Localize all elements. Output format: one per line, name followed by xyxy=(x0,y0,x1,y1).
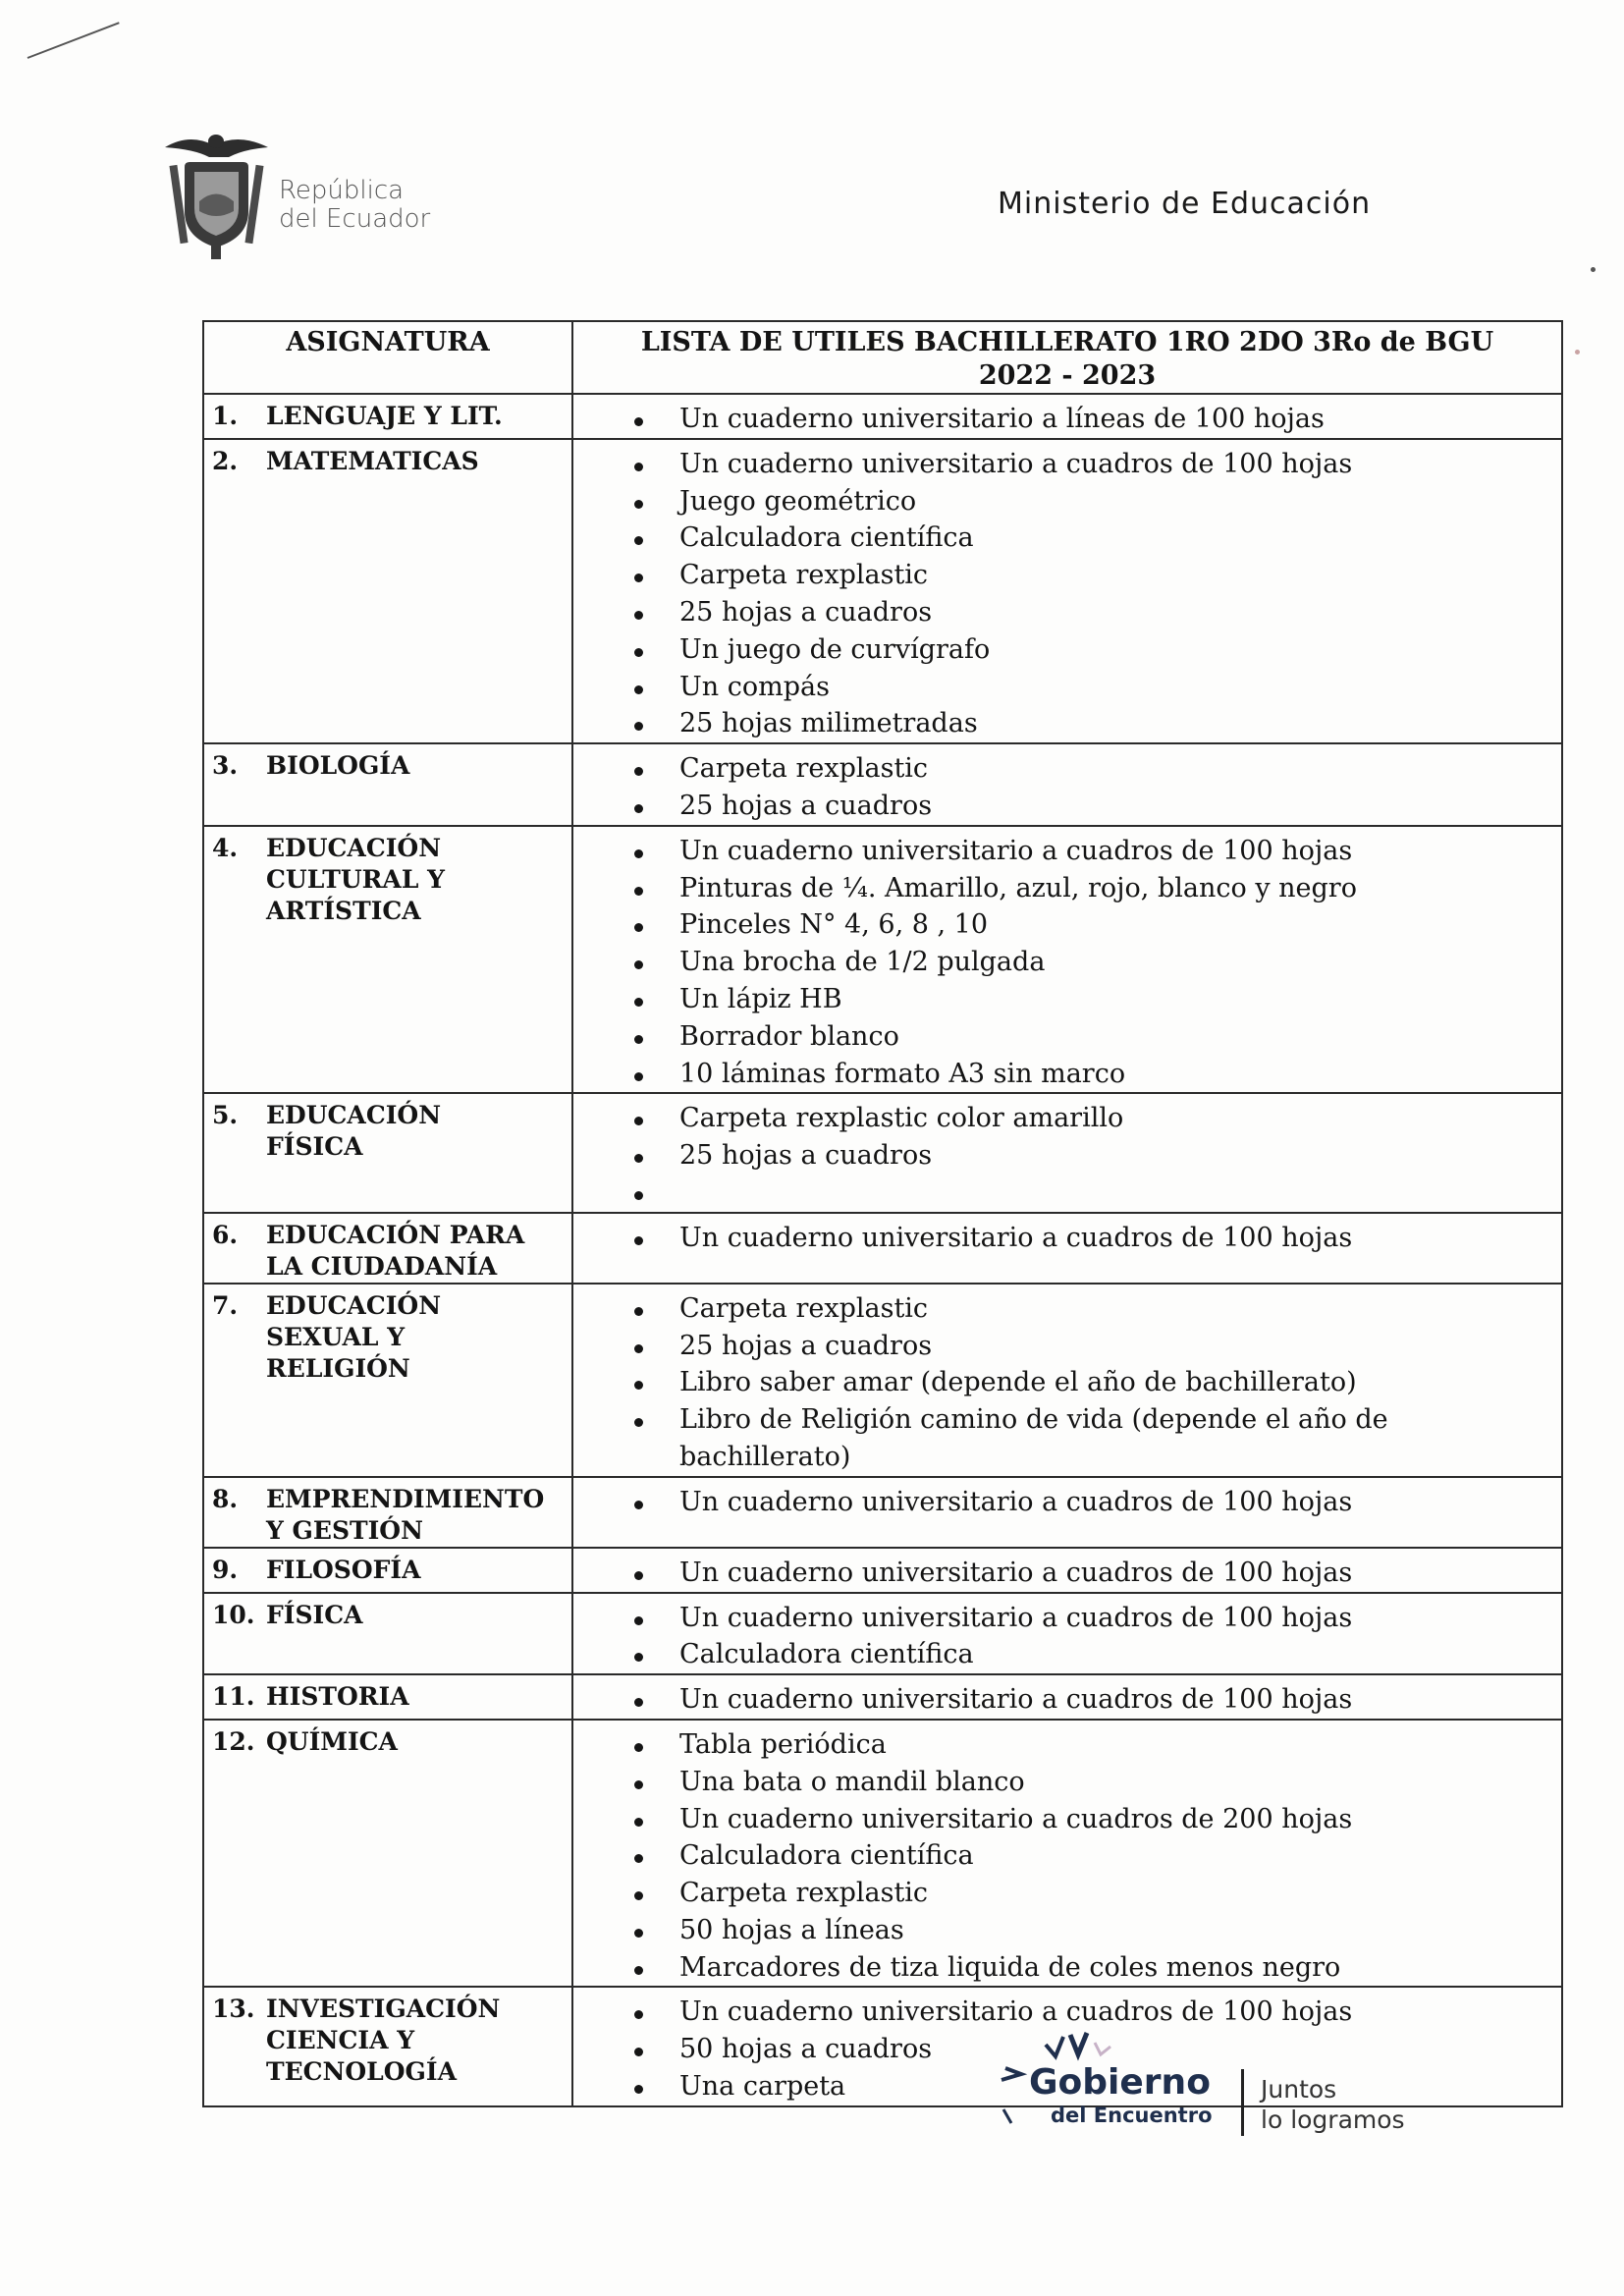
supply-item: Un cuaderno universitario a cuadros de 100 hojas xyxy=(679,1555,1561,1592)
subject-name-line: ARTÍSTICA xyxy=(266,896,421,925)
table-row xyxy=(203,394,1562,439)
items-cell xyxy=(572,826,1562,1094)
supply-list xyxy=(573,1675,1561,1719)
supply-item: Un cuaderno universitario a cuadros de 100 hojas xyxy=(679,1681,1561,1719)
supply-item: Un cuaderno universitario a cuadros de 100 hojas xyxy=(679,1484,1561,1521)
subject-name-line: CULTURAL Y xyxy=(266,864,445,894)
supply-item: Una carpeta xyxy=(679,2068,1561,2105)
list-header-line-1: LISTA DE UTILES BACHILLERATO 1RO 2DO 3Ro de BGU xyxy=(640,327,1494,357)
supply-item: Marcadores de tiza liquida de coles menos negro xyxy=(679,1949,1561,1987)
supply-item: Un cuaderno universitario a cuadros de 100 hojas xyxy=(679,833,1561,870)
supply-item: Un cuaderno universitario a cuadros de 100 hojas xyxy=(679,1994,1561,2031)
table-row xyxy=(203,743,1562,826)
subject-number: 10. xyxy=(212,1600,255,1629)
gobierno-chevrons-icon xyxy=(1016,2015,1144,2064)
supply-list xyxy=(573,827,1561,1093)
subject-name-line: FÍSICA xyxy=(266,1132,363,1162)
supply-item: Carpeta rexplastic xyxy=(679,750,1561,788)
gobierno-text: Gobierno xyxy=(1029,2062,1211,2103)
table-row xyxy=(203,1720,1562,1988)
supply-item: Libro de Religión camino de vida (depende el año de bachillerato) xyxy=(679,1401,1561,1476)
subject-number: 12. xyxy=(212,1726,255,1756)
supply-item: 25 hojas a cuadros xyxy=(679,594,1561,631)
subject-name xyxy=(266,750,561,782)
subject-name xyxy=(266,446,561,477)
supply-item: Un cuaderno universitario a cuadros de 100 hojas xyxy=(679,1220,1561,1257)
subject-name-line: EDUCACIÓN xyxy=(266,833,442,862)
items-cell xyxy=(572,1284,1562,1477)
supply-item: Carpeta rexplastic color amarillo xyxy=(679,1100,1561,1137)
supply-item: Un juego de curvígrafo xyxy=(679,631,1561,669)
subject-name-line: EMPRENDIMIENTO xyxy=(266,1484,545,1513)
coat-of-arms-logo xyxy=(160,128,455,265)
subject-number: 1. xyxy=(212,402,239,430)
country-name xyxy=(279,177,430,234)
subject-number: 8. xyxy=(212,1484,239,1513)
slogan xyxy=(1261,2074,1405,2135)
items-cell xyxy=(572,1477,1562,1548)
subject-name-line: CIENCIA Y xyxy=(266,2026,415,2055)
subject-number: 5. xyxy=(212,1101,239,1130)
table-row xyxy=(203,1093,1562,1212)
subject-name-line: QUÍMICA xyxy=(266,1726,398,1756)
subject-name-line: HISTORIA xyxy=(266,1682,409,1712)
table-row xyxy=(203,1284,1562,1477)
subject-cell xyxy=(203,826,572,1094)
supply-item: Una brocha de 1/2 pulgada xyxy=(679,944,1561,981)
subject-cell xyxy=(203,1548,572,1593)
subject-name-line: MATEMATICAS xyxy=(266,446,479,475)
table-row xyxy=(203,439,1562,743)
supply-item: Un cuaderno universitario a cuadros de 100 hojas xyxy=(679,446,1561,483)
table-row xyxy=(203,1548,1562,1593)
supply-item: Carpeta rexplastic xyxy=(679,1290,1561,1328)
country-line-1: República xyxy=(279,176,405,205)
scan-speck xyxy=(1575,350,1580,355)
scan-speck xyxy=(1591,267,1596,272)
subject-cell xyxy=(203,1674,572,1720)
footer-divider xyxy=(1241,2069,1244,2136)
supply-list xyxy=(573,1478,1561,1521)
subject-cell xyxy=(203,1987,572,2105)
subject-cell xyxy=(203,439,572,743)
scan-pen-mark xyxy=(27,22,120,59)
items-cell xyxy=(572,1548,1562,1593)
subject-name xyxy=(266,401,561,432)
subject-number: 3. xyxy=(212,751,239,781)
supplies-table xyxy=(202,320,1563,2107)
supply-item: 25 hojas milimetradas xyxy=(679,705,1561,742)
subject-name xyxy=(266,1555,561,1586)
subject-name xyxy=(266,1220,561,1283)
subject-number: 9. xyxy=(212,1555,239,1584)
supply-item: Pinturas de ¼. Amarillo, azul, rojo, blanco y negro xyxy=(679,870,1561,907)
supply-item: Calculadora científica xyxy=(679,1837,1561,1875)
supply-list xyxy=(573,440,1561,742)
subject-number: 13. xyxy=(212,1995,255,2024)
slogan-line-1: Juntos xyxy=(1261,2075,1337,2104)
items-cell xyxy=(572,1720,1562,1988)
table-row xyxy=(203,1593,1562,1675)
supply-list xyxy=(573,1721,1561,1987)
supply-item: Un compás xyxy=(679,669,1561,706)
supply-list xyxy=(573,1549,1561,1592)
subject-name-line: LENGUAJE Y LIT. xyxy=(266,402,503,430)
supply-item: 50 hojas a cuadros xyxy=(679,2031,1561,2068)
supply-item: Calculadora científica xyxy=(679,1636,1561,1673)
subject-name-line: EDUCACIÓN xyxy=(266,1290,442,1320)
supply-list xyxy=(573,1214,1561,1257)
supply-item: 10 láminas formato A3 sin marco xyxy=(679,1056,1561,1093)
items-cell xyxy=(572,394,1562,439)
items-cell xyxy=(572,439,1562,743)
items-cell xyxy=(572,743,1562,826)
subject-name-line: Y GESTIÓN xyxy=(266,1515,423,1545)
supply-item: Un cuaderno universitario a cuadros de 100 hojas xyxy=(679,1600,1561,1637)
supply-item: Carpeta rexplastic xyxy=(679,557,1561,594)
supply-item: Una bata o mandil blanco xyxy=(679,1764,1561,1801)
supply-item: 25 hojas a cuadros xyxy=(679,1137,1561,1175)
supply-item: 50 hojas a líneas xyxy=(679,1912,1561,1949)
items-cell xyxy=(572,1674,1562,1720)
supply-item: Borrador blanco xyxy=(679,1018,1561,1056)
table-row xyxy=(203,1674,1562,1720)
items-cell xyxy=(572,1093,1562,1212)
subject-name xyxy=(266,1994,561,2088)
table-row xyxy=(203,1477,1562,1548)
subject-name xyxy=(266,1484,561,1547)
table-header-row xyxy=(203,321,1562,394)
subject-name-line: BIOLOGÍA xyxy=(266,751,410,781)
subject-cell xyxy=(203,1477,572,1548)
subject-name-line: LA CIUDADANÍA xyxy=(266,1251,498,1281)
subject-column-header: ASIGNATURA xyxy=(203,321,572,394)
subject-cell xyxy=(203,1093,572,1212)
subject-name-line: EDUCACIÓN PARA xyxy=(266,1220,525,1249)
table-row xyxy=(203,826,1562,1094)
subject-name xyxy=(266,1726,561,1758)
supply-item: Carpeta rexplastic xyxy=(679,1875,1561,1912)
supply-list xyxy=(573,1285,1561,1476)
supply-item: Juego geométrico xyxy=(679,483,1561,520)
subject-name-line: TECNOLOGÍA xyxy=(266,2057,457,2087)
subject-number: 6. xyxy=(212,1220,239,1249)
subject-cell xyxy=(203,1213,572,1284)
slogan-line-2: lo logramos xyxy=(1261,2105,1405,2134)
subject-cell xyxy=(203,743,572,826)
supply-item: Calculadora científica xyxy=(679,519,1561,557)
supply-item: Tabla periódica xyxy=(679,1726,1561,1764)
government-logo xyxy=(992,2015,1434,2143)
subject-name-line: FÍSICA xyxy=(266,1600,363,1629)
supply-item: 25 hojas a cuadros xyxy=(679,788,1561,825)
supply-item: Un lápiz HB xyxy=(679,981,1561,1018)
supply-list xyxy=(573,1094,1561,1211)
subject-number: 11. xyxy=(212,1682,255,1712)
subject-cell xyxy=(203,394,572,439)
subject-number: 7. xyxy=(212,1290,239,1320)
supply-item: Pinceles N° 4, 6, 8 , 10 xyxy=(679,906,1561,944)
ministry-title: Ministerio de Educación xyxy=(998,187,1372,221)
supply-item xyxy=(679,1175,1561,1212)
subject-name xyxy=(266,1681,561,1713)
subject-cell xyxy=(203,1720,572,1988)
subject-cell xyxy=(203,1593,572,1675)
subject-cell xyxy=(203,1284,572,1477)
table-row xyxy=(203,1213,1562,1284)
list-column-header xyxy=(572,321,1562,394)
subject-name xyxy=(266,833,561,927)
subject-name xyxy=(266,1600,561,1631)
subject-name xyxy=(266,1100,561,1163)
del-encuentro-text: del Encuentro xyxy=(1051,2104,1213,2127)
supply-item: 25 hojas a cuadros xyxy=(679,1328,1561,1365)
supply-item: Un cuaderno universitario a líneas de 100 hojas xyxy=(679,401,1561,438)
subject-name-line: INVESTIGACIÓN xyxy=(266,1995,501,2024)
items-cell xyxy=(572,1213,1562,1284)
items-cell xyxy=(572,1593,1562,1675)
subject-name-line: RELIGIÓN xyxy=(266,1353,410,1383)
supply-item: Un cuaderno universitario a cuadros de 200 hojas xyxy=(679,1801,1561,1838)
country-line-2: del Ecuador xyxy=(279,204,431,234)
supply-list xyxy=(573,1594,1561,1674)
subject-name-line: FILOSOFÍA xyxy=(266,1555,421,1584)
coat-of-arms-icon xyxy=(160,128,278,265)
subject-number: 2. xyxy=(212,446,239,475)
subject-name xyxy=(266,1290,561,1385)
list-header-line-2: 2022 - 2023 xyxy=(978,360,1157,391)
subject-name-line: SEXUAL Y xyxy=(266,1322,406,1351)
subject-number: 4. xyxy=(212,833,239,862)
supply-item: Libro saber amar (depende el año de bachillerato) xyxy=(679,1364,1561,1401)
supply-list xyxy=(573,395,1561,438)
supply-list xyxy=(573,744,1561,825)
subject-name-line: EDUCACIÓN xyxy=(266,1101,442,1130)
